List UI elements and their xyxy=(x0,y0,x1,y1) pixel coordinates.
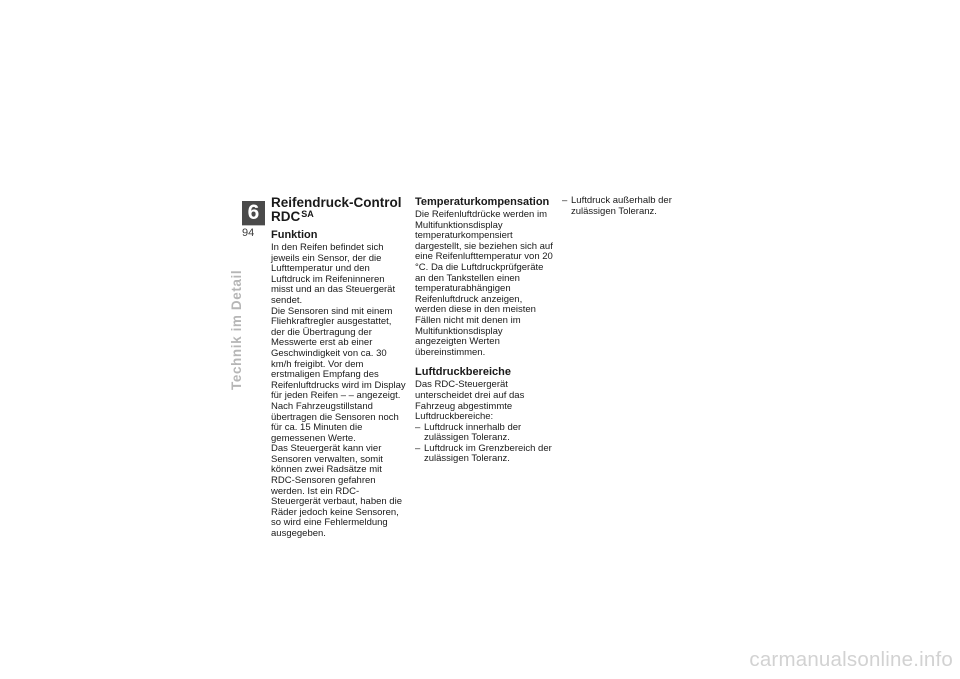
column-1 xyxy=(271,196,407,540)
chapter-side-label: Technik im Detail xyxy=(229,269,244,390)
watermark: carmanualsonline.info xyxy=(749,648,953,671)
paragraph: Das Steuergerät kann vier Sensoren verwalten, somit können zwei Radsätze mit RDC-Sensoren gefahren werden. Ist ein RDC-Steuergerät verbaut, haben die Räder jedoch keine Sensoren, so wird eine Fehlermeldung ausgegeben. xyxy=(271,443,402,540)
list-item-text: Luftdruck außerhalb der zulässigen Toleranz. xyxy=(571,195,672,217)
column-2 xyxy=(415,196,553,465)
heading-funktion: Funktion xyxy=(271,229,318,241)
pressure-range-list xyxy=(415,423,553,465)
pressure-range-list-continued xyxy=(562,196,702,217)
section-title-sup: SA xyxy=(301,209,314,219)
section-title-text: Reifendruck-Control RDC xyxy=(271,195,402,224)
paragraph: Die Sensoren sind mit einem Fliehkraftregler ausgestattet, der die Übertragung der Messwerte erst ab einer Geschwindigkeit von ca. 30 km/h freigibt. Vor dem erstmaligen Empfang des Reifenluftdrucks wird im Display für jeden Reifen – – angezeigt. Nach Fahrzeugstillstand übertragen die Sensoren noch für ca. 15 Minuten die gemessenen Werte. xyxy=(271,305,406,444)
paragraph: Die Reifenluftdrücke werden im Multifunktionsdisplay temperaturkompensiert dargestellt, sie beziehen sich auf eine Reifenlufttemperatur von 20 °C. Da die Luftdruckprüfgeräte an den Tankstellen einen temperaturabhängigen Reifenluftdruck anzeigen, werden diese in den meisten Fällen nicht mit denen im Multifunktionsdisplay angezeigten Werten übereinstimmen. xyxy=(415,209,553,358)
list-item xyxy=(415,444,553,465)
chapter-number-tab: 6 xyxy=(242,201,265,225)
paragraph: In den Reifen befindet sich jeweils ein Sensor, der die Lufttemperatur und den Luftdruck im Reifeninneren misst und an das Steuergerät sendet. xyxy=(271,242,396,306)
dash-bullet: – xyxy=(415,421,421,433)
list-item-text: Luftdruck im Grenzbereich der zulässigen Toleranz. xyxy=(424,442,552,465)
list-item xyxy=(415,423,553,444)
dash-bullet: – xyxy=(415,442,421,454)
paragraph: Das RDC-Steuergerät unterscheidet drei auf das Fahrzeug abgestimmte Luftdruckbereiche: xyxy=(415,379,525,423)
list-item xyxy=(562,196,702,217)
page-number: 94 xyxy=(242,227,255,239)
section-title xyxy=(271,196,407,224)
list-item-text: Luftdruck innerhalb der zulässigen Toleranz. xyxy=(424,421,522,444)
heading-temperaturkompensation: Temperaturkompensation xyxy=(415,196,550,208)
heading-luftdruckbereiche: Luftdruckbereiche xyxy=(415,366,511,379)
dash-bullet: – xyxy=(562,195,568,206)
column-3 xyxy=(562,196,702,217)
